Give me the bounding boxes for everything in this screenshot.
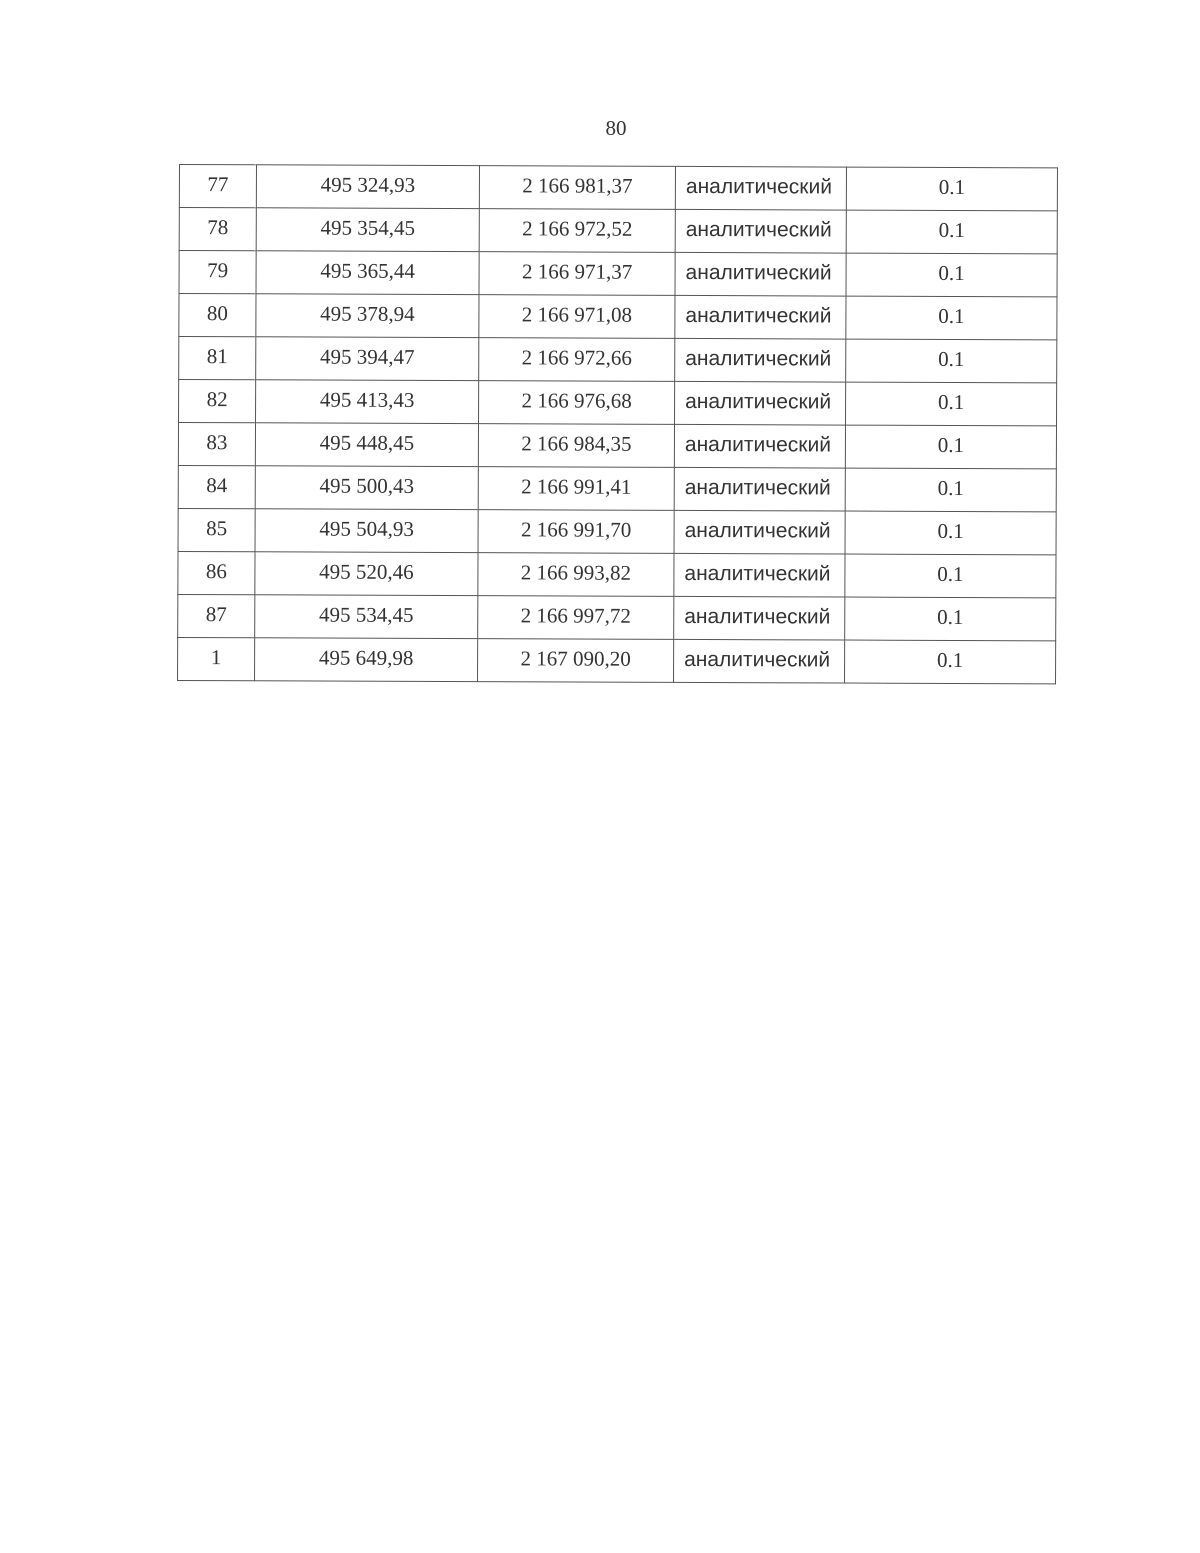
method-cell: аналитический bbox=[674, 424, 845, 468]
x-coordinate-cell: 495 354,45 bbox=[256, 208, 479, 252]
point-number-cell: 81 bbox=[179, 337, 256, 380]
table-row bbox=[179, 165, 1057, 211]
accuracy-cell: 0.1 bbox=[845, 425, 1056, 469]
point-number-cell: 82 bbox=[179, 380, 256, 423]
table-row bbox=[179, 294, 1057, 340]
point-number-cell: 83 bbox=[178, 423, 255, 466]
y-coordinate-cell: 2 166 993,82 bbox=[478, 553, 674, 597]
point-number-cell: 87 bbox=[178, 594, 255, 637]
point-number-cell: 84 bbox=[178, 465, 255, 508]
y-coordinate-cell: 2 166 972,66 bbox=[479, 338, 675, 382]
table-row bbox=[178, 423, 1056, 469]
method-cell: аналитический bbox=[675, 252, 846, 296]
coordinates-table-container bbox=[177, 164, 1057, 684]
point-number-cell: 78 bbox=[179, 208, 256, 251]
x-coordinate-cell: 495 378,94 bbox=[256, 294, 479, 338]
x-coordinate-cell: 495 649,98 bbox=[255, 638, 478, 682]
x-coordinate-cell: 495 394,47 bbox=[256, 337, 479, 381]
accuracy-cell: 0.1 bbox=[846, 210, 1057, 254]
x-coordinate-cell: 495 520,46 bbox=[255, 552, 478, 596]
x-coordinate-cell: 495 324,93 bbox=[256, 165, 479, 209]
y-coordinate-cell: 2 166 972,52 bbox=[479, 209, 675, 253]
method-cell: аналитический bbox=[674, 553, 845, 597]
y-coordinate-cell: 2 166 991,41 bbox=[478, 467, 674, 511]
y-coordinate-cell: 2 166 976,68 bbox=[479, 381, 675, 425]
x-coordinate-cell: 495 413,43 bbox=[256, 380, 479, 424]
method-cell: аналитический bbox=[674, 639, 845, 683]
accuracy-cell: 0.1 bbox=[845, 468, 1056, 512]
point-number-cell: 1 bbox=[178, 637, 255, 680]
method-cell: аналитический bbox=[675, 295, 846, 339]
table-row bbox=[178, 508, 1056, 554]
point-number-cell: 79 bbox=[179, 251, 256, 294]
method-cell: аналитический bbox=[674, 510, 845, 554]
table-row bbox=[178, 465, 1056, 511]
accuracy-cell: 0.1 bbox=[846, 167, 1057, 211]
x-coordinate-cell: 495 534,45 bbox=[255, 595, 478, 639]
table-body bbox=[178, 165, 1058, 684]
method-cell: аналитический bbox=[675, 166, 846, 210]
point-number-cell: 77 bbox=[179, 165, 256, 208]
accuracy-cell: 0.1 bbox=[845, 640, 1056, 684]
method-cell: аналитический bbox=[674, 467, 845, 511]
table-row bbox=[178, 551, 1056, 597]
point-number-cell: 85 bbox=[178, 508, 255, 551]
y-coordinate-cell: 2 166 971,08 bbox=[479, 295, 675, 339]
accuracy-cell: 0.1 bbox=[845, 597, 1056, 641]
point-number-cell: 80 bbox=[179, 294, 256, 337]
accuracy-cell: 0.1 bbox=[845, 554, 1056, 598]
point-number-cell: 86 bbox=[178, 551, 255, 594]
accuracy-cell: 0.1 bbox=[845, 511, 1056, 555]
page-number: 80 bbox=[605, 116, 627, 140]
method-cell: аналитический bbox=[675, 209, 846, 253]
table-row bbox=[178, 637, 1056, 683]
x-coordinate-cell: 495 504,93 bbox=[255, 509, 478, 553]
y-coordinate-cell: 2 166 991,70 bbox=[478, 510, 674, 554]
y-coordinate-cell: 2 166 997,72 bbox=[478, 596, 674, 640]
table-row bbox=[179, 208, 1057, 254]
table-row bbox=[178, 594, 1056, 640]
x-coordinate-cell: 495 500,43 bbox=[255, 466, 478, 510]
accuracy-cell: 0.1 bbox=[846, 253, 1057, 297]
accuracy-cell: 0.1 bbox=[846, 296, 1057, 340]
accuracy-cell: 0.1 bbox=[846, 339, 1057, 383]
y-coordinate-cell: 2 166 971,37 bbox=[479, 252, 675, 296]
table-row bbox=[179, 380, 1057, 426]
x-coordinate-cell: 495 448,45 bbox=[255, 423, 478, 467]
accuracy-cell: 0.1 bbox=[846, 382, 1057, 426]
y-coordinate-cell: 2 166 981,37 bbox=[479, 166, 675, 210]
coordinates-table bbox=[177, 164, 1058, 684]
table-row bbox=[179, 251, 1057, 297]
y-coordinate-cell: 2 167 090,20 bbox=[478, 639, 674, 683]
x-coordinate-cell: 495 365,44 bbox=[256, 251, 479, 295]
y-coordinate-cell: 2 166 984,35 bbox=[478, 424, 674, 468]
method-cell: аналитический bbox=[675, 381, 846, 425]
method-cell: аналитический bbox=[675, 338, 846, 382]
method-cell: аналитический bbox=[674, 596, 845, 640]
table-row bbox=[179, 337, 1057, 383]
